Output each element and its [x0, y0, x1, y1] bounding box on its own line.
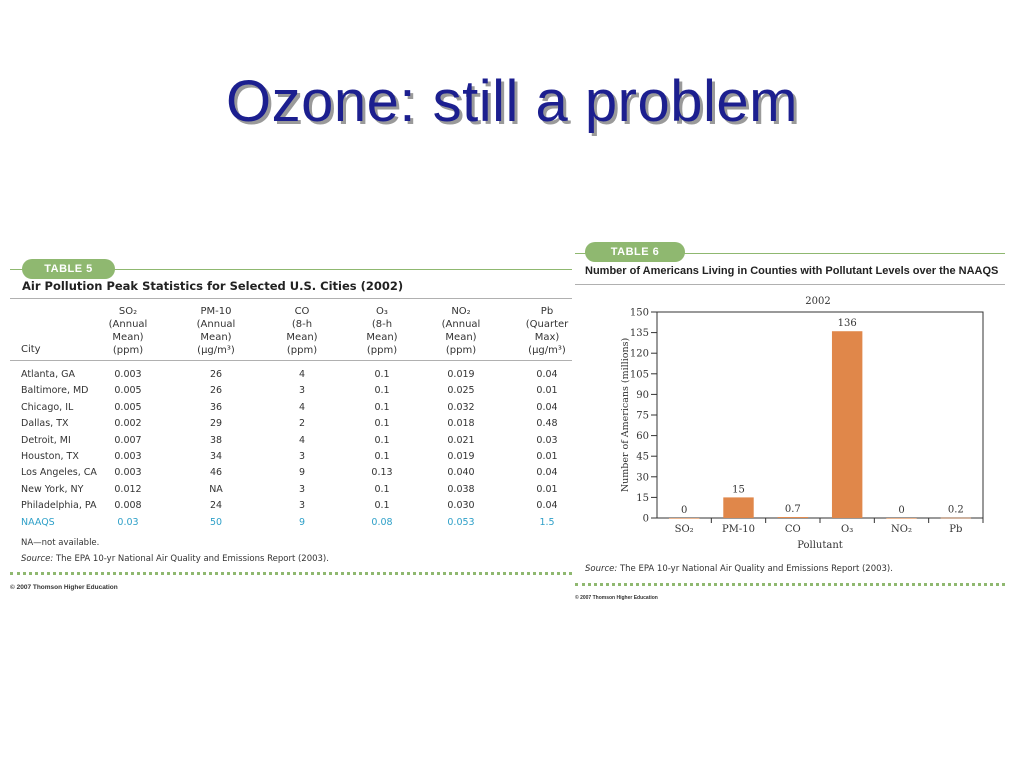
- table-cell: 0.032: [447, 401, 475, 413]
- bar-0: [669, 518, 699, 519]
- table6-caption-rule: [575, 284, 1005, 285]
- table5-header-line: PM-10: [200, 306, 232, 317]
- table-cell: 0.1: [374, 385, 390, 397]
- bar-value-label: 0.7: [784, 504, 801, 516]
- table-cell: 0.025: [447, 385, 475, 397]
- table5-header-col-5: [431, 305, 491, 357]
- bar-value-label: 0.2: [947, 504, 964, 516]
- table-cell: 0.019: [447, 369, 475, 380]
- bar-2: [778, 517, 808, 518]
- table-cell: 4: [298, 434, 306, 446]
- table-cell: 0.040: [447, 467, 475, 479]
- table-cell: 0.04: [536, 401, 558, 413]
- table-cell: 0.003: [114, 451, 142, 462]
- table5-source-label: Source:: [21, 554, 54, 564]
- table-cell: 3: [298, 500, 306, 512]
- table-cell: 0.1: [374, 369, 390, 380]
- bar-1: [723, 497, 753, 518]
- table-row: [10, 484, 572, 500]
- table5-header-col-4: [352, 305, 412, 357]
- x-tick-label: PM-10: [721, 524, 756, 535]
- table-cell: 3: [298, 451, 306, 462]
- table-row: [10, 435, 572, 451]
- table-cell: 0.030: [447, 500, 475, 512]
- table-cell: 0.038: [447, 483, 475, 495]
- table-cell: 4: [298, 401, 306, 413]
- x-tick-label: O₃: [841, 524, 854, 535]
- table-cell-city: Houston, TX: [21, 451, 79, 462]
- table5-header-line: (Annual: [441, 319, 481, 330]
- table-cell: 0.1: [374, 418, 390, 430]
- table-cell: 0.04: [536, 500, 558, 512]
- table-cell: 26: [209, 369, 223, 380]
- table-row: [10, 402, 572, 418]
- table-cell: 38: [209, 434, 223, 446]
- table-cell: 24: [209, 500, 223, 512]
- x-tick-label: NO₂: [891, 524, 912, 535]
- table-row: [10, 369, 572, 385]
- table-cell: 0.019: [447, 451, 475, 462]
- bar-value-label: 0: [680, 505, 688, 516]
- bar-5: [941, 518, 971, 519]
- y-tick-label: 60: [636, 431, 649, 443]
- x-axis-label: Pollutant: [797, 540, 843, 551]
- table5-header-line: CO: [294, 306, 310, 317]
- table5-header-line: (ppm): [286, 345, 318, 356]
- table5-header-line: SO₂: [118, 306, 138, 317]
- table-cell: 4: [298, 369, 306, 380]
- table5-figure: [10, 258, 572, 598]
- table-cell: 0.1: [374, 434, 390, 446]
- table5-header-col-6: [517, 305, 577, 357]
- table5-copyright: © 2007 Thomson Higher Education: [10, 584, 118, 591]
- table5-header-col-1: [98, 305, 158, 357]
- table-cell: 3: [298, 385, 306, 397]
- table-cell: 46: [209, 467, 223, 479]
- y-tick-label: 150: [629, 307, 649, 319]
- chart-title: 2002: [805, 296, 831, 307]
- plot-frame: [657, 312, 983, 518]
- table-cell: 0.003: [114, 369, 142, 380]
- table-cell-city: Atlanta, GA: [21, 369, 75, 380]
- bar-value-label: 0: [898, 505, 905, 516]
- table6-caption: Number of Americans Living in Counties with Pollutant Levels over the NAAQS: [585, 265, 999, 277]
- y-axis-label: Number of Americans (millions): [620, 337, 631, 493]
- table5-badge: TABLE 5: [22, 259, 115, 279]
- table5-header-col-3: [272, 305, 332, 357]
- table-cell: 0.04: [536, 467, 558, 479]
- y-tick-label: 30: [636, 472, 649, 484]
- table-cell: 0.01: [536, 385, 558, 397]
- table-cell-city: NAAQS: [21, 516, 55, 528]
- table-cell: 0.03: [117, 516, 139, 528]
- table-cell: 0.1: [374, 451, 390, 462]
- table-cell: 0.13: [371, 467, 393, 479]
- table-cell-city: Chicago, IL: [21, 401, 74, 413]
- table6-figure: [575, 240, 1007, 610]
- table-cell: 34: [209, 451, 223, 462]
- table-cell: 3: [298, 483, 306, 495]
- table5-header-line: Pb: [540, 306, 554, 317]
- table-cell: 0.003: [114, 467, 142, 479]
- table-cell: 0.04: [536, 369, 558, 380]
- table-cell-city: Philadelphia, PA: [21, 500, 97, 512]
- table-cell: 0.1: [374, 483, 390, 495]
- x-tick-label: Pb: [949, 524, 963, 535]
- table-row: [10, 467, 572, 483]
- table6-source-text: The EPA 10-yr National Air Quality and Emissions Report (2003).: [619, 564, 893, 574]
- table5-header-line: (μg/m³): [528, 345, 566, 356]
- table5-header-line: Max): [534, 332, 560, 343]
- y-tick-label: 45: [636, 451, 649, 463]
- table5-source-text: The EPA 10-yr National Air Quality and Emissions Report (2003).: [55, 554, 329, 564]
- table5-header-line: (ppm): [445, 345, 477, 356]
- slide-title: Ozone: still a problem: [226, 69, 798, 134]
- table-cell: 0.005: [114, 401, 142, 413]
- table-cell: 0.08: [371, 516, 393, 528]
- table-cell: 0.1: [374, 401, 390, 413]
- bar-4: [886, 518, 916, 519]
- y-tick-label: 120: [629, 348, 649, 360]
- table5-header-line: Mean): [366, 332, 398, 343]
- table-cell: 2: [298, 418, 306, 430]
- table-cell-city: Baltimore, MD: [21, 385, 89, 397]
- table-cell: 0.005: [114, 385, 142, 397]
- table5-header-line: (μg/m³): [197, 345, 235, 356]
- table5-header-line: (8-h: [371, 319, 393, 330]
- bar-value-label: 15: [732, 484, 745, 496]
- table-cell: 0.03: [536, 434, 558, 446]
- table-cell: NA: [209, 483, 223, 495]
- table5-header-line: Mean): [445, 332, 477, 343]
- table-row: [10, 418, 572, 434]
- y-tick-label: 0: [642, 513, 649, 525]
- table-cell-city: New York, NY: [21, 483, 84, 495]
- table-cell: 1.5: [539, 516, 555, 528]
- table-cell: 0.1: [374, 500, 390, 512]
- table-cell: 0.012: [114, 483, 142, 495]
- y-tick-label: 135: [629, 328, 649, 340]
- table-row: [10, 500, 572, 516]
- y-tick-label: 75: [636, 410, 649, 422]
- table5-header-line: (8-h: [291, 319, 313, 330]
- table5-header-rule: [10, 298, 572, 299]
- table5-header-line: O₃: [376, 306, 388, 317]
- table5-header-line: (Quarter: [525, 319, 569, 330]
- table5-caption: Air Pollution Peak Statistics for Selected U.S. Cities (2002): [22, 279, 404, 293]
- table5-dotted-rule: [10, 572, 572, 575]
- table-cell-city: Dallas, TX: [21, 418, 69, 430]
- table5-header-line: (Annual: [196, 319, 236, 330]
- table5-header-col-2: [186, 305, 246, 357]
- table-cell: 0.053: [447, 516, 475, 528]
- y-tick-label: 90: [636, 389, 649, 401]
- table5-note: NA—not available.: [21, 538, 100, 548]
- table6-source-label: Source:: [585, 564, 618, 574]
- table-cell: 0.018: [447, 418, 475, 430]
- table-cell: 9: [298, 516, 306, 528]
- table5-header-line: (ppm): [366, 345, 398, 356]
- y-tick-label: 105: [629, 369, 649, 381]
- table6-badge: TABLE 6: [585, 242, 685, 262]
- table-cell: 36: [209, 401, 223, 413]
- table6-dotted-rule: [575, 583, 1005, 586]
- table5-naaqs-row: [10, 517, 572, 533]
- x-tick-label: CO: [784, 524, 801, 535]
- table5-body-rule: [10, 360, 572, 361]
- table5-header-line: (Annual: [108, 319, 148, 330]
- table-cell: 0.007: [114, 434, 142, 446]
- table-cell-city: Detroit, MI: [21, 434, 71, 446]
- table-cell: 26: [209, 385, 223, 397]
- table5-header-line: (ppm): [112, 345, 144, 356]
- table5-header-line: Mean): [200, 332, 232, 343]
- table5-header-line: NO₂: [451, 306, 471, 317]
- table-cell: 0.48: [536, 418, 558, 430]
- bar-3: [832, 331, 862, 518]
- table5-header-city: City: [21, 344, 41, 355]
- table5-header-line: Mean): [112, 332, 144, 343]
- table-cell: 0.01: [536, 483, 558, 495]
- y-tick-label: 15: [636, 492, 649, 504]
- table-cell: 0.002: [114, 418, 142, 430]
- table-cell: 9: [298, 467, 306, 479]
- table-cell: 50: [209, 516, 223, 528]
- table-row: [10, 451, 572, 467]
- table-cell: 0.01: [536, 451, 558, 462]
- table-cell: 0.008: [114, 500, 142, 512]
- x-tick-label: SO₂: [674, 524, 694, 535]
- table-cell: 29: [209, 418, 223, 430]
- table5-source: [21, 554, 329, 564]
- table6-copyright: © 2007 Thomson Higher Education: [575, 595, 658, 601]
- table-cell: 0.021: [447, 434, 475, 446]
- table5-header-line: Mean): [286, 332, 318, 343]
- bar-value-label: 136: [837, 318, 857, 330]
- pollutant-bar-chart: [575, 286, 1005, 556]
- table-row: [10, 385, 572, 401]
- table6-source: [585, 564, 893, 574]
- table-cell-city: Los Angeles, CA: [21, 467, 97, 479]
